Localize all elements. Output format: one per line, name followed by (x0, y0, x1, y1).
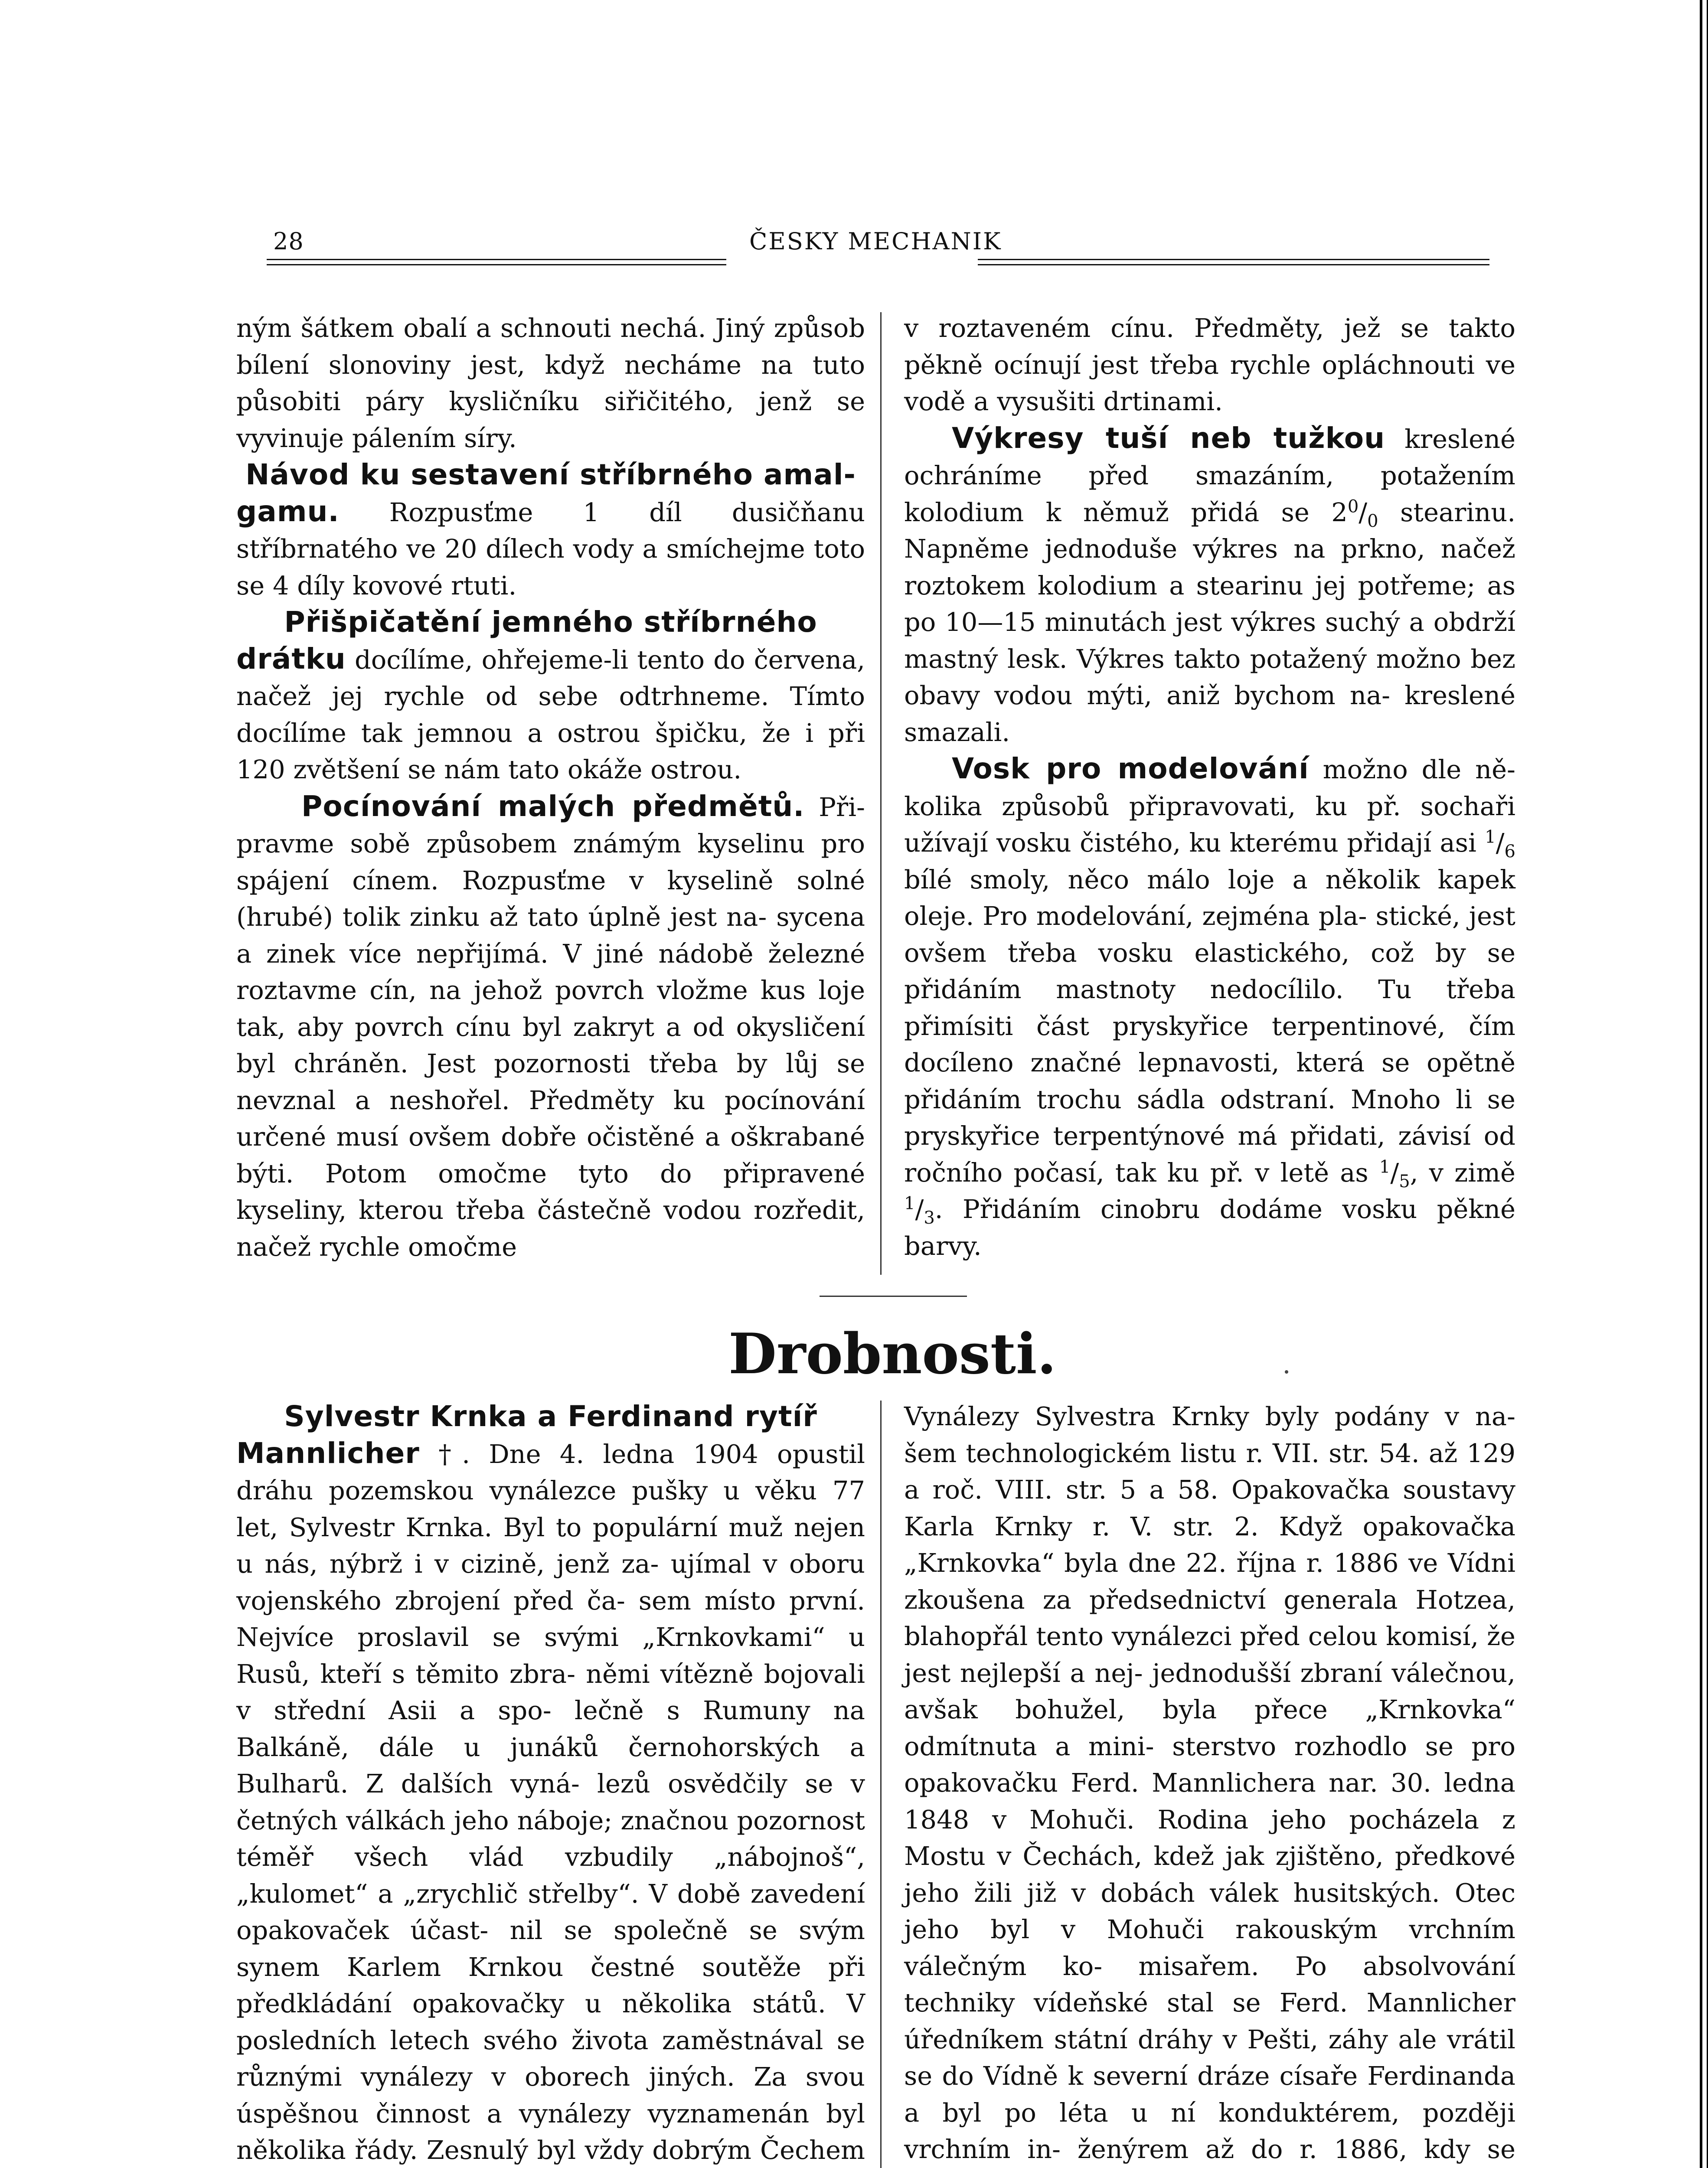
column-divider-top (880, 312, 882, 1275)
top-left-column (236, 310, 865, 1265)
text-line: „Krnkovkami“ u Rusů, kteří s těmito zbra- (236, 1622, 865, 1689)
text-line: černohorských a Bulharů. Z dalších vyná- (236, 1732, 865, 1799)
text-line: 10—15 minutách jest výkres suchý a obdrží (945, 607, 1515, 637)
subscript: 3 (924, 1208, 935, 1228)
text-line: soustavy Karla Krnky r. V. str. 2. Když (904, 1475, 1515, 1541)
section-separator (820, 1296, 967, 1297)
text-fragment: k němuž přidá se 2 (1045, 497, 1348, 527)
heading-tinning: Pocínování malých předmětů. (301, 789, 805, 823)
text-line: jednoduše výkres na prkno, načež roztokem (904, 534, 1515, 601)
heading-silver-amalgam-cont: gamu. (236, 494, 340, 528)
text-line: pravme sobě způsobem známým kyselinu pro (236, 829, 865, 859)
header-rule-right-2 (978, 264, 1489, 265)
column-divider-bottom (880, 1401, 882, 2168)
subscript: 5 (1399, 1171, 1410, 1192)
text-line: mastný lesk. Výkres takto potažený možno (904, 643, 1461, 674)
heading-silver-amalgam: Návod ku sestavení stříbrného amal- (245, 458, 856, 491)
text-line: ným šátkem obalí a schnouti nechá. Jiný (236, 313, 765, 343)
text-line: způsob bílení slonoviny jest, když necháme (236, 313, 865, 380)
text-line: Při- (819, 792, 865, 822)
dagger-mark: †. (438, 1439, 470, 1469)
text-line: v oborech jiných. Za svou úspěšnou činnost (236, 2062, 865, 2129)
text-line: kreslené smazali. (904, 680, 1515, 747)
text-line: šem technologickém listu r. VII. str. 54. (904, 1438, 1420, 1468)
text-line: před celou komisí, že jest nejlepší a nej- (904, 1621, 1515, 1688)
superscript: 1 (904, 1193, 915, 1214)
text-line: což by se přidáním mastnoty nedocílilo. Tu (904, 937, 1515, 1004)
text-line: docílíme, ohřejeme-li tento do červena, (354, 644, 865, 675)
text-line: užívají vosku čistého, ku kterému přidají asi (904, 828, 1476, 858)
text-line: jenž se vyvinuje pálením síry. (236, 386, 865, 453)
paragraph-inventions (904, 1398, 1515, 2168)
text-line: dráhu pozemskou vynálezce pušky u věku (236, 1476, 817, 1505)
text-line: docílíme tak jemnou a ostrou špičku, že (236, 718, 791, 748)
text-line: generala Hotzea, blahopřál tento vynálezci (904, 1584, 1515, 1651)
text-line: ve vodě a vysušiti drtinami. (904, 349, 1515, 416)
subscript: 6 (1504, 841, 1515, 862)
text-line: i při 120 zvětšení se nám tato okáže ostrou. (236, 718, 865, 784)
text-line: spájení cínem. Rozpusťme v kyselině solné (236, 865, 865, 895)
text-line: nil se společně se svým synem Karlem Krnkou (236, 1915, 865, 1982)
text-line: jednodušší zbraní válečnou, avšak bohužel, (904, 1658, 1515, 1724)
text-line: dodáme vosku pěkné barvy. (904, 1194, 1515, 1261)
paragraph-drawings (904, 420, 1515, 751)
text-line: muž nejen u nás, nýbrž i v cizině, jenž za- (236, 1512, 865, 1579)
paragraph-tinning (236, 788, 865, 1266)
text-line: (hrubé) tolik zinku až tato úplně jest na- (236, 902, 767, 932)
text-line: u několika států. V posledních letech svého (236, 1988, 865, 2055)
paragraph-krnka (236, 1435, 865, 2168)
text-line: střelby“. V době zavedení opakovaček účast- (236, 1878, 865, 1945)
text-line: očistěné a oškrabané býti. Potom omočme (236, 1122, 865, 1188)
text-line: dráhy v Pešti, záhy ale vrátil se do Vídně (904, 2024, 1515, 2091)
heading-wax: Vosk pro modelování (952, 752, 1309, 785)
text-line: kdež jak zjištěno, předkové jeho žili již (904, 1841, 1515, 1908)
text-line: pěkně ocínují jest třeba rychle opláchnouti (904, 349, 1475, 380)
text-line: života zaměstnával se různými vynálezy (236, 2025, 865, 2092)
paragraph-tinning-cont (904, 310, 1515, 420)
text-line: v roztaveném cínu. Předměty, jež se takto (904, 313, 1515, 343)
fraction-slash: / (915, 1194, 924, 1224)
text-line: třeba by lůj se nevznal a neshořel. Předměty (236, 1048, 865, 1115)
bottom-left-column (236, 1398, 865, 2168)
text-line: byla přece „Krnkovka“ odmítnuta a mini- (904, 1695, 1515, 1761)
text-line: stal se Ferd. Mannlicher úředníkem státní (904, 1988, 1515, 2054)
text-line: částečně vodou rozředit, načež rychle omočme (236, 1195, 865, 1262)
text-line: vzbudily „nábojnoš“, „kulomet“ a „zrychlič (236, 1842, 865, 1909)
text-line: ujímal v oboru vojenského zbrojení před ča- (236, 1549, 865, 1616)
text-line: třeba přimísiti část pryskyřice terpentinové, (904, 974, 1515, 1041)
subscript: 0 (1367, 511, 1378, 531)
text-line: sem místo první. Nejvíce proslavil se svými (236, 1585, 865, 1652)
text-line: kolika způsobů připravovati, ku př. sochaři (904, 791, 1515, 821)
text-line: sycena a zinek více nepřijímá. V jiné nádobě (236, 902, 865, 969)
top-right-column (904, 310, 1515, 1264)
text-fragment: . Přidáním cinobru (934, 1194, 1200, 1224)
heading-drawings: Výkresy tuší neb tužkou (952, 421, 1385, 455)
header-rule-left (267, 259, 726, 260)
running-title: ČESKY MECHANIK (749, 228, 1002, 255)
text-line: léta u ní konduktérem, později vrchním in- (904, 2097, 1516, 2164)
text-line: Rodina jeho pocházela z Mostu v Čechách, (904, 1804, 1515, 1871)
text-line: lečně s Rumuny na Balkáně, dále u junáků (236, 1695, 865, 1762)
text-line: ženýrem až do r. 1886, kdy se (1077, 2134, 1515, 2164)
text-line: ochráníme před smazáním, potažením kolodium (904, 460, 1515, 527)
superscript: 1 (1379, 1156, 1391, 1177)
header-rule-left-2 (267, 264, 726, 265)
paragraph-silver-wire (236, 641, 865, 788)
text-line: Mnoho li se pryskyřice terpentýnové má (904, 1084, 1515, 1151)
text-line: kreslené (1404, 424, 1515, 454)
bottom-right-column (904, 1398, 1515, 2168)
fraction-slash: / (1496, 828, 1505, 858)
superscript: 1 (1485, 827, 1496, 847)
text-line: k severní dráze císaře Ferdinanda a byl po (904, 2061, 1515, 2128)
text-line: přidati, závisí od ročního počasí, tak ku př. (904, 1121, 1515, 1188)
heading-krnka-mannlicher-cont: Mannlicher (236, 1436, 420, 1470)
print-speck (1285, 1370, 1288, 1374)
text-line: opakovačka „Krnkovka“ byla dne 22. října (904, 1511, 1515, 1578)
text-line: Rozpusťme 1 díl dusičňanu stříbrnatého (236, 497, 865, 564)
fraction-slash: / (1359, 497, 1368, 527)
text-line: bez obavy vodou mýti, aniž bychom na- (904, 643, 1515, 710)
section-title: Drobnosti. (728, 1322, 1057, 1387)
text-line: opětně přidáním trochu sádla odstraní. (904, 1048, 1515, 1114)
text-line: Zesnulý byl vždy dobrým Čechem (426, 2135, 865, 2165)
text-line: němi vítězně bojovali v střední Asii a spo- (236, 1659, 865, 1725)
text-line: náboje; značnou pozornost téměř všech vlád (236, 1805, 865, 1872)
text-line: na tuto působiti páry kysličníku siřičitého, (236, 349, 865, 416)
text-line: r. 1886 ve Vídni zkoušena za předsednictví (904, 1548, 1515, 1615)
text-line: a vynálezy vyznamenán byl několika řády. (236, 2098, 865, 2165)
heading-krnka-mannlicher: Sylvestr Krnka a Ferdinand rytíř (284, 1400, 817, 1433)
paragraph-wax (904, 751, 1515, 1264)
text-line: až 129 a roč. VIII. str. 5 a 58. Opakovačka (904, 1438, 1515, 1505)
text-fragment: bílé smoly, něco málo loje a několik (904, 864, 1420, 895)
page-number: 28 (273, 228, 304, 255)
page-header (267, 228, 1489, 258)
text-line: v Mohuči rakouským vrchním válečným ko- (904, 1914, 1515, 1981)
text-fragment: , v zimě (1410, 1157, 1515, 1188)
text-line: načež jej rychle od sebe odtrhneme. Tímto (236, 681, 865, 711)
text-line: kus loje tak, aby povrch cínu byl zakryt a (236, 975, 865, 1042)
text-line: v dobách válek husitských. Otec jeho byl (904, 1877, 1515, 1944)
heading-silver-wire: Přišpičatění jemného stříbrného (284, 605, 817, 639)
paragraph-silver-amalgam (236, 493, 865, 604)
text-line: tyto do připravené kyseliny, kterou třeba (236, 1158, 865, 1225)
text-fragment: v letě as (1255, 1157, 1368, 1188)
text-line: stické, jest ovšem třeba vosku elastického, (904, 901, 1515, 968)
text-fragment: stearinu. Napněme (904, 497, 1515, 564)
header-rule-right (978, 259, 1489, 260)
text-line: Vynálezy Sylvestra Krnky byly podány v na- (904, 1401, 1515, 1431)
text-line: kapek oleje. Pro modelování, zejména pla- (904, 864, 1515, 931)
text-line: lezů osvědčily se v četných válkách jeho (236, 1769, 865, 1835)
paragraph-ivory-bleaching (236, 310, 865, 457)
scan-border-left (1700, 0, 1702, 2168)
text-line: čestné soutěže při předkládání opakovačky (236, 1952, 865, 2018)
text-line: ve 20 dílech vody a smíchejme toto se 4 díly (236, 534, 865, 601)
fraction-slash: / (1390, 1157, 1399, 1188)
text-line: kovové rtuti. (352, 570, 517, 601)
text-line: Mannlichera nar. 30. ledna 1848 v Mohuči. (904, 1768, 1515, 1835)
superscript: 0 (1347, 496, 1359, 516)
heading-silver-wire-cont: drátku (236, 642, 346, 676)
text-line: čím docíleno značné lepnavosti, která se (904, 1011, 1515, 1077)
text-line: ku pocínování určené musí ovšem dobře (236, 1085, 865, 1152)
text-line: kolodium a stearinu jej potřeme; as po (904, 570, 1516, 637)
text-line: misařem. Po absolvování techniky vídeňské (904, 1951, 1516, 2018)
text-line: 77 let, Sylvestr Krnka. Byl to populární (236, 1476, 865, 1542)
text-line: železné roztavme cín, na jehož povrch vložme (236, 938, 865, 1005)
text-line: možno dle ně- (1323, 754, 1515, 784)
text-line: Dne 4. ledna 1904 opustil (489, 1439, 865, 1469)
text-line: sterstvo rozhodlo se pro opakovačku Ferd. (904, 1731, 1515, 1798)
text-line: od okysličení byl chráněn. Jest pozornosti (236, 1012, 865, 1078)
